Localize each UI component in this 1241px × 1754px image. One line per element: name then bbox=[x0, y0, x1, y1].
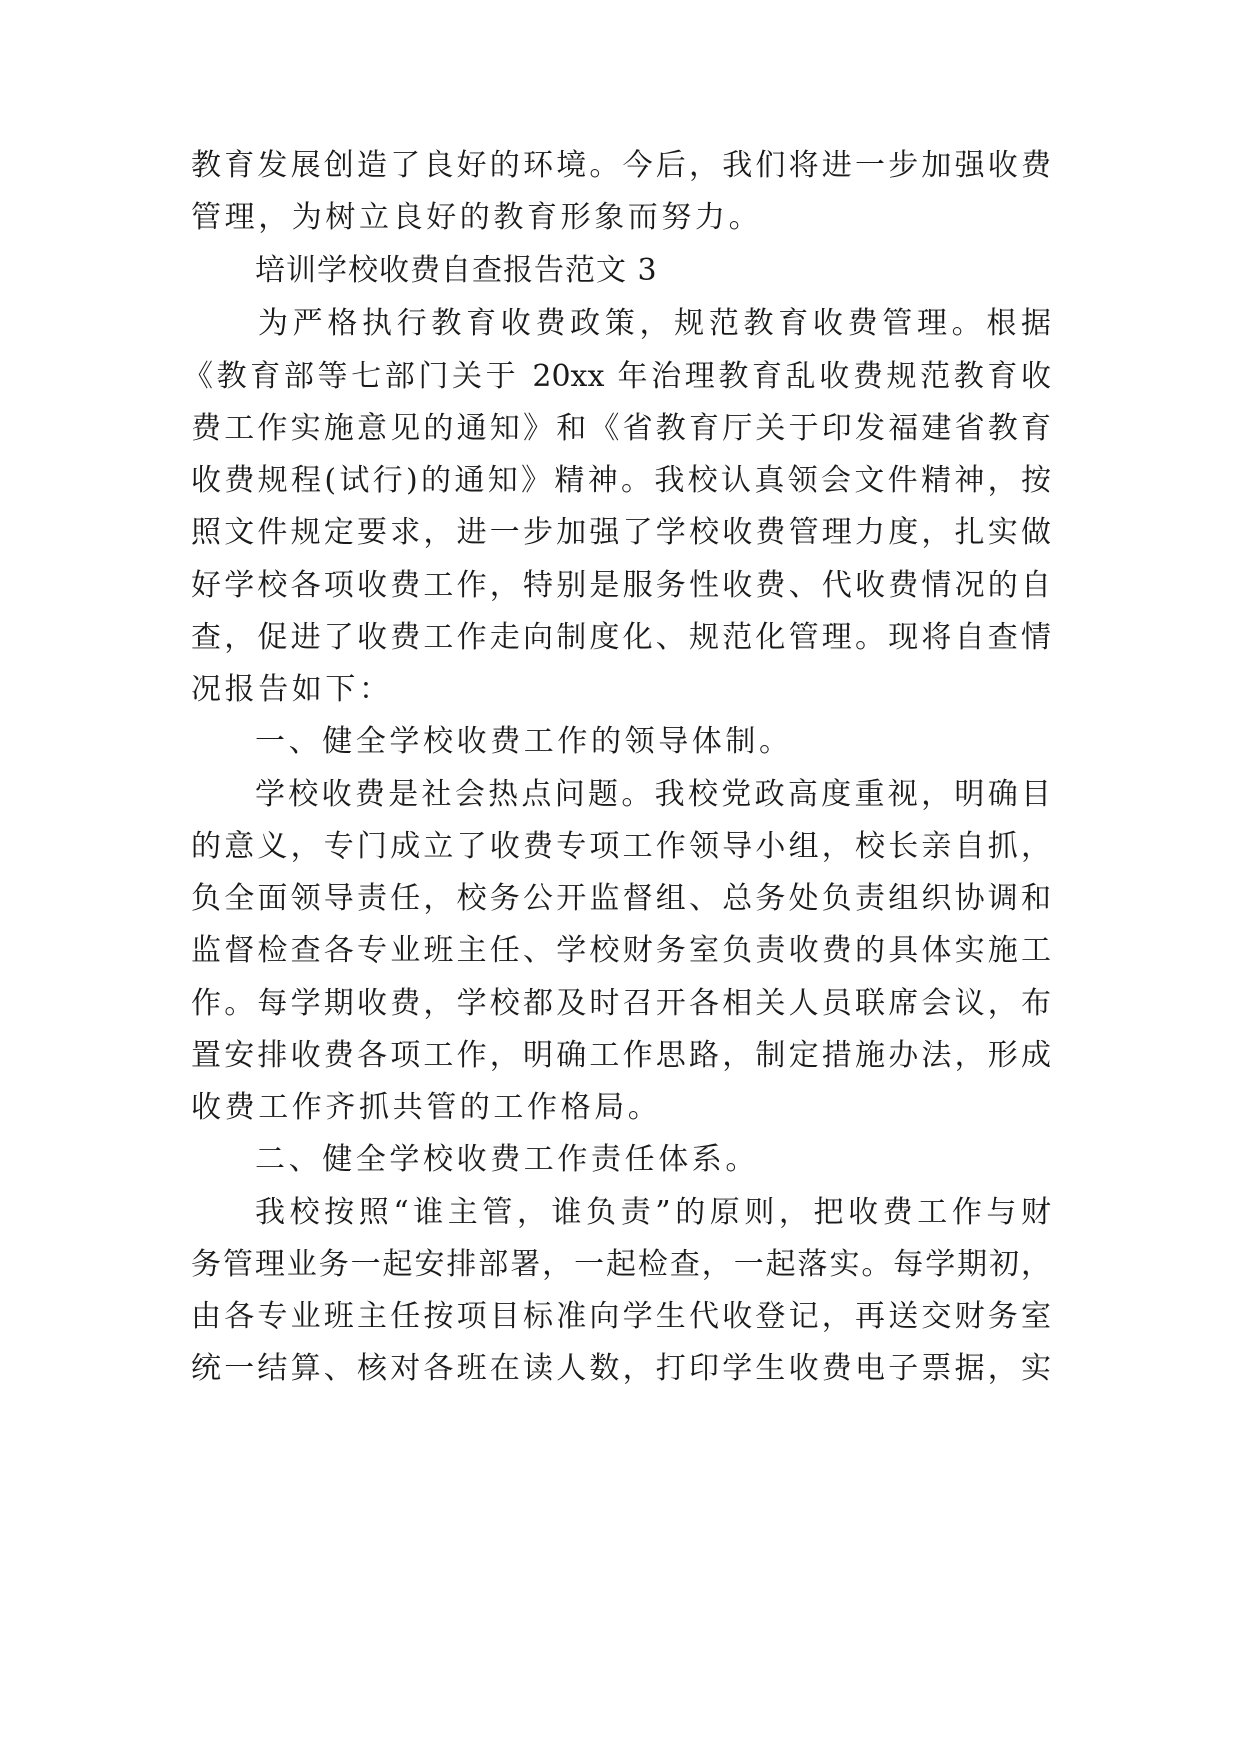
text-line: 作。每学期收费，学校都及时召开各相关人员联席会议，布 bbox=[191, 986, 1051, 1021]
text-line: 为严格执行教育收费政策，规范教育收费管理。根据 bbox=[258, 306, 1051, 341]
text-line: 统一结算、核对各班在读人数，打印学生收费电子票据，实 bbox=[191, 1351, 1051, 1386]
text-line: 《教育部等七部门关于 20xx 年治理教育乱收费规范教育收 bbox=[183, 359, 1051, 394]
text-line: 由各专业班主任按项目标准向学生代收登记，再送交财务室 bbox=[191, 1299, 1051, 1334]
text-line: 监督检查各专业班主任、学校财务室负责收费的具体实施工 bbox=[191, 933, 1051, 968]
text-line: 况报告如下： bbox=[191, 672, 393, 707]
text-line: 查，促进了收费工作走向制度化、规范化管理。现将自查情 bbox=[191, 620, 1051, 655]
text-line: 收费规程(试行)的通知》精神。我校认真领会文件精神，按 bbox=[191, 463, 1051, 498]
text-line: 的意义，专门成立了收费专项工作领导小组，校长亲自抓， bbox=[191, 829, 1051, 864]
text-line: 我校按照“谁主管，谁负责”的原则，把收费工作与财 bbox=[255, 1195, 1051, 1230]
text-line: 费工作实施意见的通知》和《省教育厅关于印发福建省教育 bbox=[191, 411, 1051, 446]
text-line: 负全面领导责任，校务公开监督组、总务处负责组织协调和 bbox=[191, 881, 1051, 916]
text-line: 好学校各项收费工作，特别是服务性收费、代收费情况的自 bbox=[191, 568, 1051, 603]
text-line: 教育发展创造了良好的环境。今后，我们将进一步加强收费 bbox=[191, 148, 1051, 183]
text-line: 照文件规定要求，进一步加强了学校收费管理力度，扎实做 bbox=[191, 515, 1051, 550]
text-line: 学校收费是社会热点问题。我校党政高度重视，明确目 bbox=[255, 777, 1051, 812]
text-line: 置安排收费各项工作，明确工作思路，制定措施办法，形成 bbox=[191, 1038, 1051, 1073]
text-line: 管理，为树立良好的教育形象而努力。 bbox=[191, 200, 763, 235]
text-line: 收费工作齐抓共管的工作格局。 bbox=[191, 1090, 662, 1125]
section-heading: 一、健全学校收费工作的领导体制。 bbox=[255, 724, 793, 759]
section-heading: 二、健全学校收费工作责任体系。 bbox=[255, 1142, 759, 1177]
text-line: 务管理业务一起安排部署，一起检查，一起落实。每学期初， bbox=[191, 1247, 1051, 1282]
section-title: 培训学校收费自查报告范文 3 bbox=[255, 253, 658, 288]
